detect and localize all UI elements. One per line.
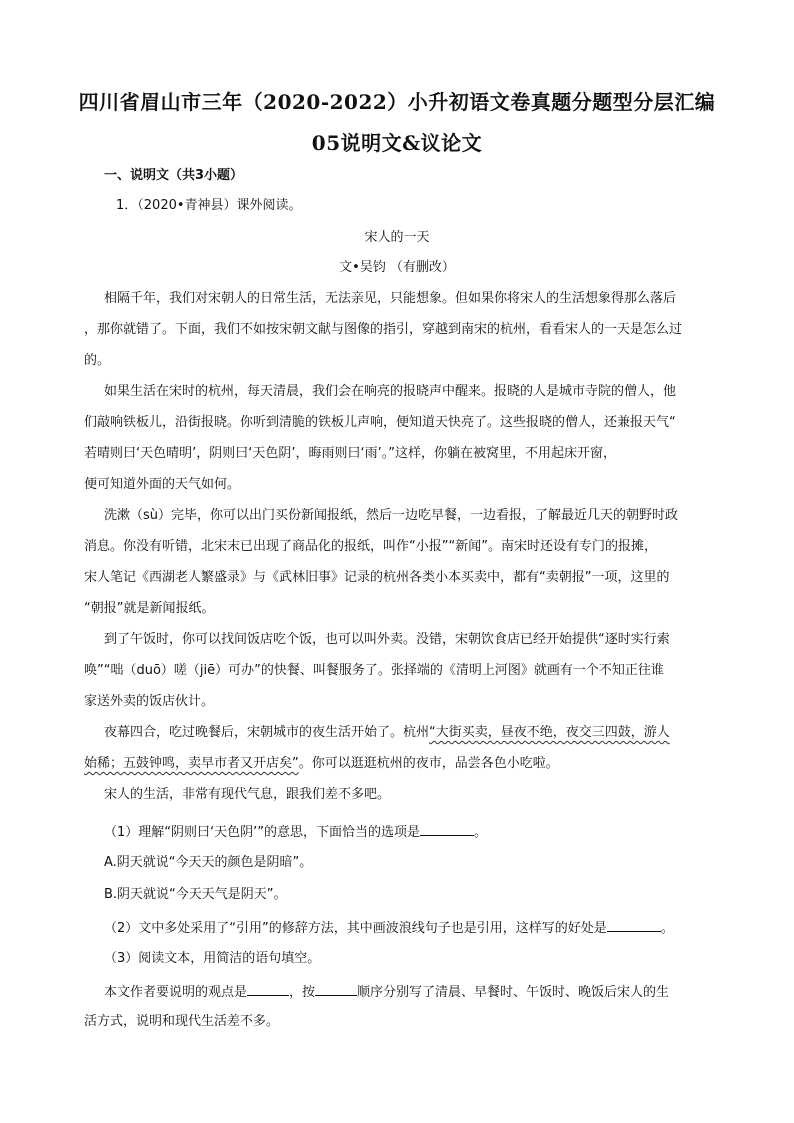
answer-blank[interactable] bbox=[420, 821, 474, 836]
question-text: （2）文中多处采用了“引用”的修辞方法，其中画波浪线句子也是引用，这样写的好处是 bbox=[104, 921, 607, 936]
question-text: 本文作者要说明的观点是 bbox=[104, 985, 248, 1000]
wavy-quote: 始稀；五鼓钟鸣，卖早市者又开店矣” bbox=[84, 756, 299, 771]
passage-line: 宋人笔记《西湖老人繁盛录》与《武林旧事》记录的杭州各类小本买卖中，都有“卖朝报”一项，这里的 bbox=[84, 570, 670, 585]
document-subtitle: 05说明文&议论文 bbox=[311, 131, 483, 155]
wavy-quote: “大街买卖，昼夜不绝，夜交三四鼓，游人 bbox=[429, 725, 670, 740]
question-intro: 1．（2020•青神县）课外阅读。 bbox=[116, 198, 302, 213]
document-title: 四川省眉山市三年（2020-2022）小升初语文卷真题分题型分层汇编 bbox=[78, 90, 716, 114]
passage-line: 到了午饭时，你可以找间饭店吃个饭，也可以叫外卖。没错，宋朝饮食店已经开始提供“逐时实行索 bbox=[104, 632, 670, 647]
passage-line bbox=[84, 754, 559, 774]
answer-blank[interactable] bbox=[315, 981, 357, 996]
passage-line: 相隔千年，我们对宋朝人的日常生活，无法亲见，只能想象。但如果你将宋人的生活想象得那么落后 bbox=[104, 291, 677, 306]
question-text: （1）理解“阴则曰‘天色阴’”的意思，下面恰当的选项是 bbox=[104, 825, 421, 840]
passage-line: 宋人的生活，非常有现代气息，跟我们差不多吧。 bbox=[104, 787, 391, 802]
passage-author: 文•吴钧 （有删改） bbox=[339, 260, 455, 275]
passage-line: “朝报”就是新闻报纸。 bbox=[84, 601, 215, 616]
question-end: 。 bbox=[660, 921, 674, 936]
passage-line: 家送外卖的饭店伙计。 bbox=[84, 694, 215, 709]
option-a: A.阴天就说“今天天的颜色是阴暗”。 bbox=[104, 855, 313, 870]
passage-line: 的。 bbox=[84, 353, 111, 368]
passage-line: 消息。你没有听错，北宋末已出现了商品化的报纸，叫作“小报”“新闻”。南宋时还设有专门的报摊， bbox=[84, 539, 657, 554]
question-1 bbox=[104, 821, 487, 843]
answer-blank[interactable] bbox=[247, 981, 289, 996]
passage-line: 唤”“咄（duō）嗟（jiē）可办”的快餐、叫餐服务了。张择端的《清明上河图》就画有一个不知正往谁 bbox=[84, 663, 664, 678]
question-text: 顺序分别写了清晨、早餐时、午饭时、晚饭后宋人的生 bbox=[357, 985, 670, 1000]
question-3: （3）阅读文本，用简洁的语句填空。 bbox=[104, 951, 321, 966]
passage-text: 。你可以逛逛杭州的夜市，品尝各色小吃啦。 bbox=[298, 756, 559, 771]
passage-line: 们敲响铁板儿，沿街报晓。你听到清脆的铁板儿声响，便知道天快亮了。这些报晓的僧人，还兼报天气“ bbox=[84, 415, 676, 430]
passage-line bbox=[104, 723, 670, 743]
passage-line: 洗漱（sù）完毕，你可以出门买份新闻报纸，然后一边吃早餐，一边看报，了解最近几天的朝野时政 bbox=[104, 508, 679, 523]
answer-blank[interactable] bbox=[607, 917, 661, 932]
passage-text: 夜幕四合，吃过晚餐后，宋朝城市的夜生活开始了。杭州 bbox=[104, 725, 430, 740]
question-end: 。 bbox=[474, 825, 488, 840]
question-3-fill-cont: 活方式，说明和现代生活差不多。 bbox=[84, 1014, 280, 1029]
passage-line: 如果生活在宋时的杭州，每天清晨，我们会在响亮的报晓声中醒来。报晓的人是城市寺院的僧人，他 bbox=[104, 384, 677, 399]
passage-line: ，那你就错了。下面，我们不如按宋朝文献与图像的指引，穿越到南宋的杭州，看看宋人的一天是怎么过 bbox=[84, 322, 683, 337]
question-text: ，按 bbox=[289, 985, 316, 1000]
passage-line: 便可知道外面的天气如何。 bbox=[84, 477, 241, 492]
question-2 bbox=[104, 917, 674, 939]
passage-line: 若晴则曰‘天色晴明’，阴则曰‘天色阴’，晦雨则曰‘雨’。”这样，你躺在被窝里，不用起床开窗， bbox=[84, 446, 617, 461]
question-3-fill bbox=[104, 981, 669, 1003]
passage-title: 宋人的一天 bbox=[364, 230, 430, 245]
option-b: B.阴天就说“今天天气是阴天”。 bbox=[104, 887, 287, 902]
section-heading: 一、说明文（共3小题） bbox=[104, 168, 244, 183]
